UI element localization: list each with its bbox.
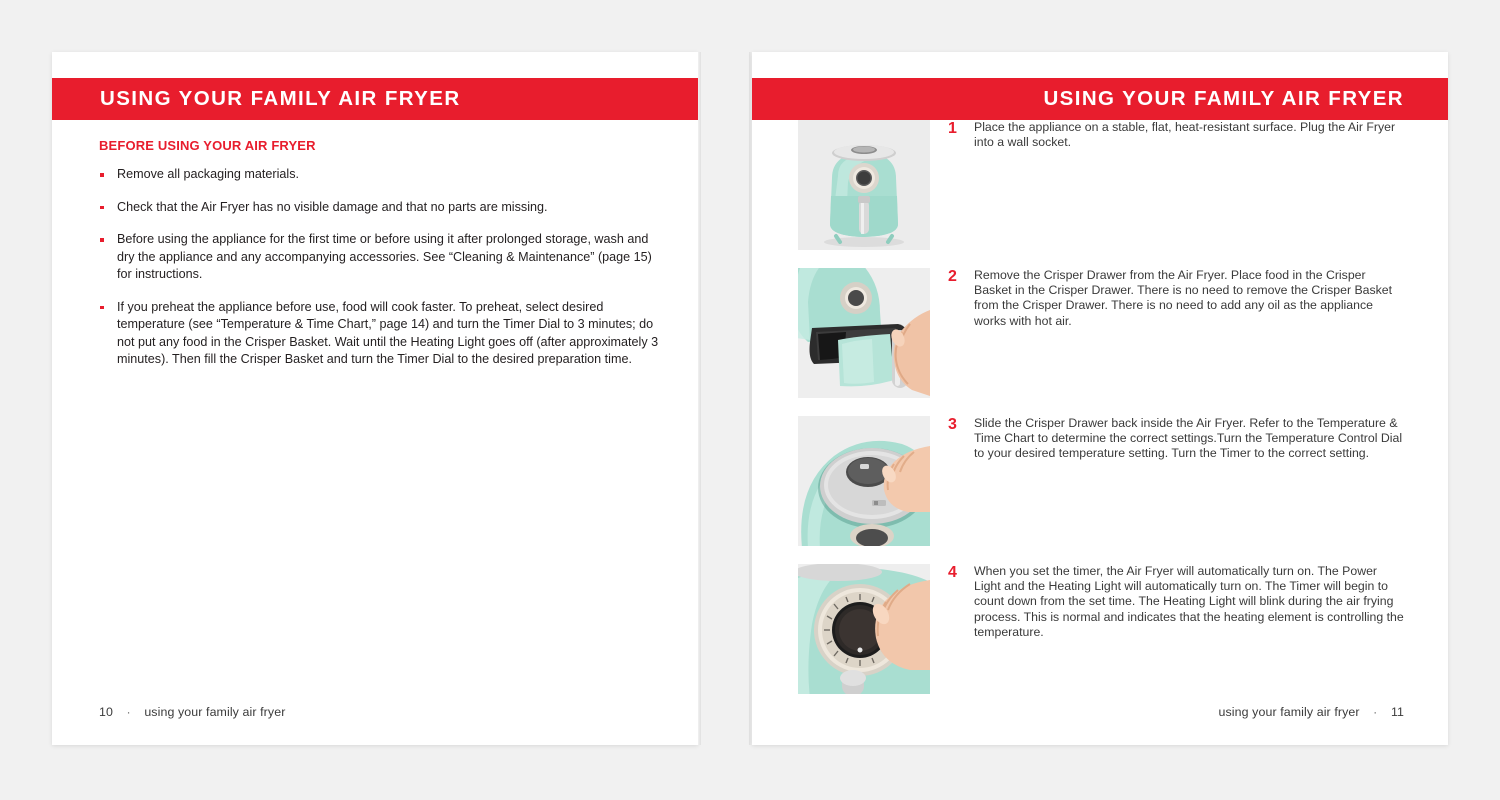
book-spine-gutter xyxy=(698,52,752,745)
step-number: 4 xyxy=(948,564,957,581)
before-using-bullet-list xyxy=(99,166,659,369)
footer-separator-dot: · xyxy=(1373,705,1378,719)
left-page-banner-title: USING YOUR FAMILY AIR FRYER xyxy=(100,87,461,110)
step-row xyxy=(798,416,1410,564)
step-number: 3 xyxy=(948,416,957,433)
step-text: Remove the Crisper Drawer from the Air Fryer. Place food in the Crisper Basket in the Crisper Drawer. There is no need to remove the Crisper Basket from the Crisper Drawer. There is no need to add any oil as the appliance works with hot air. xyxy=(974,268,1393,328)
right-page-number: 11 xyxy=(1390,705,1404,719)
right-page xyxy=(752,52,1448,745)
list-item: If you preheat the appliance before use, food will cook faster. To preheat, select desired temperature (see “Temperature & Time Chart,” page 14) and turn the Timer Dial to 3 minutes; do not put any food in the Crisper Basket. Wait until the Heating Light goes off (after approximately 3 minutes). Then fill the Crisper Basket and turn the Timer Dial to the desired preparation time. xyxy=(99,299,659,369)
list-item: Check that the Air Fryer has no visible damage and that no parts are missing. xyxy=(99,199,659,217)
right-page-banner-title: USING YOUR FAMILY AIR FRYER xyxy=(1043,87,1404,110)
hand-on-top-lid-photo xyxy=(798,416,930,546)
hand-removing-crisper-drawer-photo xyxy=(798,268,930,398)
left-page-body xyxy=(99,138,659,384)
step-number: 1 xyxy=(948,120,957,137)
air-fryer-full-unit-photo xyxy=(798,120,930,250)
left-footer-label: using your family air fryer xyxy=(144,705,286,719)
step-row xyxy=(798,564,1410,712)
left-page-number: 10 xyxy=(99,705,113,719)
step-row xyxy=(798,268,1410,416)
step-text: When you set the timer, the Air Fryer will automatically turn on. The Power Light and the Heating Light will automatically turn on. The Timer will begin to count down from the set time. The Heating Light will blink during the air frying process. This is normal and indicates that the heating element is controlling the temperature. xyxy=(974,564,1404,639)
step-text: Place the appliance on a stable, flat, heat-resistant surface. Plug the Air Fryer into a wall socket. xyxy=(974,120,1396,150)
footer-separator-dot: · xyxy=(126,705,131,719)
right-page-footer xyxy=(1219,705,1405,719)
step-number: 2 xyxy=(948,268,957,285)
hand-turning-timer-dial-photo xyxy=(798,564,930,694)
step-text: Slide the Crisper Drawer back inside the Air Fryer. Refer to the Temperature & Time Chart to determine the correct settings.Turn the Temperature Control Dial to your desired temperature setting. Turn the Timer to the correct setting. xyxy=(974,416,1403,461)
right-page-banner xyxy=(752,78,1448,120)
list-item: Remove all packaging materials. xyxy=(99,166,659,184)
list-item: Before using the appliance for the first time or before using it after prolonged storage, wash and dry the appliance and any accompanying accessories. See “Cleaning & Maintenance” (page 15) for instructions. xyxy=(99,231,659,284)
section-heading-before-using: BEFORE USING YOUR AIR FRYER xyxy=(99,138,316,153)
left-page xyxy=(52,52,698,745)
usage-steps-list xyxy=(798,120,1410,712)
left-page-banner xyxy=(52,78,698,120)
step-row xyxy=(798,120,1410,268)
left-page-footer xyxy=(99,705,285,719)
right-footer-label: using your family air fryer xyxy=(1218,705,1360,719)
